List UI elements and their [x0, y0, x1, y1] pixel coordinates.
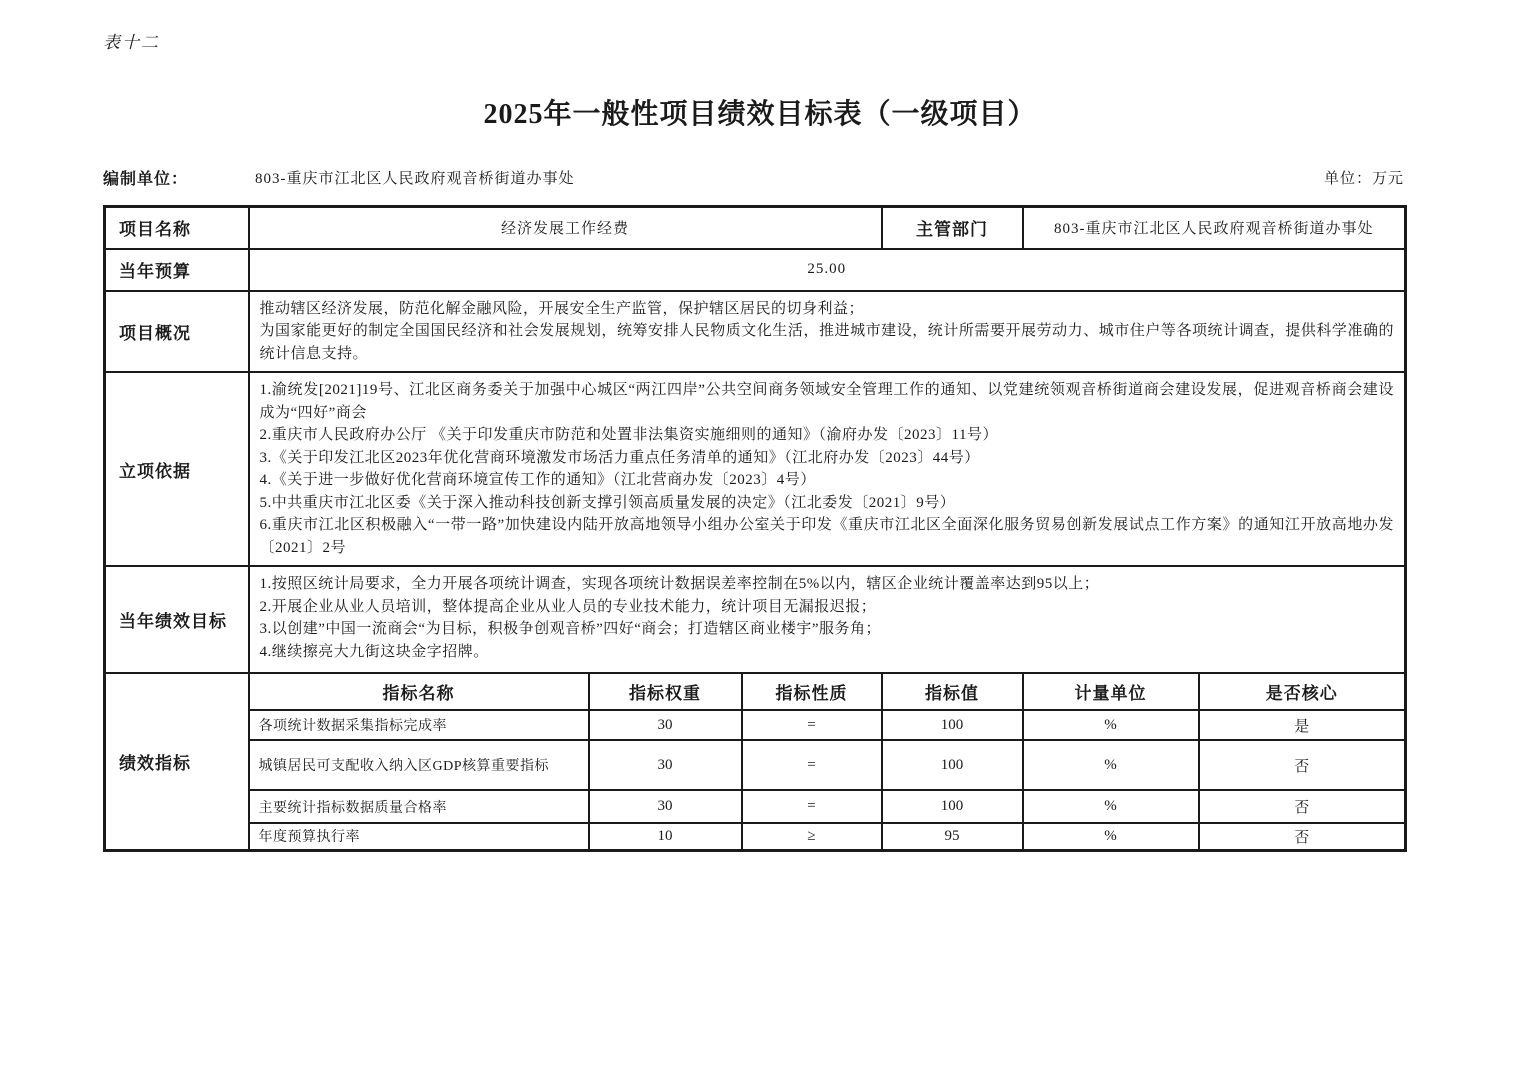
- goal-item: 2.开展企业从业人员培训，整体提高企业从业人员的专业技术能力，统计项目无漏报迟报；: [259, 598, 877, 615]
- metric-unit: %: [1023, 790, 1199, 823]
- metric-core: 否: [1199, 740, 1406, 790]
- metric-unit: %: [1023, 823, 1199, 850]
- metrics-header-row: [105, 673, 1406, 710]
- goal-item: 4.继续擦亮大九街这块金字招牌。: [259, 643, 489, 660]
- metric-nature: =: [742, 710, 882, 740]
- project-name-label: 项目名称: [105, 207, 249, 249]
- metric-row: [105, 740, 1406, 790]
- metric-value: 95: [882, 823, 1023, 850]
- budget-value: 25.00: [249, 249, 1406, 291]
- metric-nature: =: [742, 740, 882, 790]
- metric-core: 是: [1199, 710, 1406, 740]
- metric-row: [105, 823, 1406, 850]
- header-info-line: [103, 166, 1404, 190]
- metric-core: 否: [1199, 790, 1406, 823]
- metric-unit: %: [1023, 710, 1199, 740]
- basis-label: 立项依据: [105, 372, 249, 566]
- performance-target-table: [103, 205, 1407, 852]
- basis-item: 1.渝统发[2021]19号、江北区商务委关于加强中心城区“两江四岸”公共空间商务领域安全管理工作的通知、以党建统领观音桥街道商会建设发展，促进观音桥商会建设成为“四好”商会: [259, 382, 1395, 421]
- sheet-number-tag: 表十二: [103, 33, 160, 52]
- metric-name: 各项统计数据采集指标完成率: [249, 710, 589, 740]
- goals-text: [249, 566, 1406, 673]
- metric-weight: 30: [589, 710, 742, 740]
- metrics-label: 绩效指标: [105, 673, 249, 850]
- overview-row: [105, 291, 1406, 373]
- goal-item: 1.按照区统计局要求，全力开展各项统计调查，实现各项统计数据误差率控制在5%以内，辖区企业统计覆盖率达到95以上；: [259, 576, 1100, 592]
- metric-value: 100: [882, 710, 1023, 740]
- overview-text: [249, 291, 1406, 373]
- project-name-row: [105, 207, 1406, 249]
- project-name-value: 经济发展工作经费: [249, 207, 882, 249]
- metrics-header-value: 指标值: [882, 673, 1023, 710]
- metrics-header-weight: 指标权重: [589, 673, 742, 710]
- overview-label: 项目概况: [105, 291, 249, 373]
- basis-row: [105, 372, 1406, 566]
- metrics-header-nature: 指标性质: [742, 673, 882, 710]
- budget-label: 当年预算: [105, 249, 249, 291]
- metric-unit: %: [1023, 740, 1199, 790]
- basis-item: 2.重庆市人民政府办公厅 《关于印发重庆市防范和处置非法集资实施细则的通知》（渝府办发〔2023〕11号）: [259, 427, 998, 443]
- metric-nature: ≥: [742, 823, 882, 850]
- metric-value: 100: [882, 740, 1023, 790]
- prepared-by-label: 编制单位：: [103, 171, 189, 188]
- metrics-header-core: 是否核心: [1199, 673, 1406, 710]
- currency-unit-note: 单位：万元: [1323, 171, 1404, 187]
- goals-row: [105, 566, 1406, 673]
- page-title: 2025年一般性项目绩效目标表（一级项目）: [483, 99, 1037, 130]
- goal-item: 3.以创建”中国一流商会“为目标，积极争创观音桥”四好“商会；打造辖区商业楼宇”服务角；: [259, 621, 882, 637]
- prepared-by-value: 803-重庆市江北区人民政府观音桥街道办事处: [255, 171, 575, 187]
- budget-row: [105, 249, 1406, 291]
- overview-line: 为国家能更好的制定全国国民经济和社会发展规划，统筹安排人民物质文化生活，推进城市建设，统计所需要开展劳动力、城市住户等各项统计调查，提供科学准确的统计信息支持。: [259, 323, 1395, 362]
- metrics-header-unit: 计量单位: [1023, 673, 1199, 710]
- metrics-header-name: 指标名称: [249, 673, 589, 710]
- metric-row: [105, 790, 1406, 823]
- metric-row: [105, 710, 1406, 740]
- metric-value: 100: [882, 790, 1023, 823]
- goals-label: 当年绩效目标: [105, 566, 249, 673]
- basis-item: 5.中共重庆市江北区委《关于深入推动科技创新支撑引领高质量发展的决定》（江北委发〔2021〕9号）: [259, 494, 956, 511]
- overview-line: 推动辖区经济发展，防范化解金融风险，开展安全生产监管，保护辖区居民的切身利益；: [259, 300, 865, 317]
- dept-label: 主管部门: [882, 207, 1023, 249]
- basis-item: 6.重庆市江北区积极融入“一带一路”加快建设内陆开放高地领导小组办公室关于印发《重庆市江北区全面深化服务贸易创新发展试点工作方案》的通知江开放高地办发〔2021〕2号: [259, 517, 1395, 556]
- metric-name: 年度预算执行率: [249, 823, 589, 850]
- metric-nature: =: [742, 790, 882, 823]
- metric-weight: 10: [589, 823, 742, 850]
- metric-name: 城镇居民可支配收入纳入区GDP核算重要指标: [249, 740, 589, 790]
- metric-weight: 30: [589, 790, 742, 823]
- metric-weight: 30: [589, 740, 742, 790]
- basis-item: 4.《关于进一步做好优化营商环境宣传工作的通知》（江北营商办发〔2023〕4号）: [259, 472, 816, 488]
- basis-item: 3.《关于印发江北区2023年优化营商环境激发市场活力重点任务清单的通知》（江北府办发〔2023〕44号）: [259, 449, 980, 466]
- dept-value: 803-重庆市江北区人民政府观音桥街道办事处: [1023, 207, 1406, 249]
- basis-text: [249, 372, 1406, 566]
- metric-name: 主要统计指标数据质量合格率: [249, 790, 589, 823]
- metric-core: 否: [1199, 823, 1406, 850]
